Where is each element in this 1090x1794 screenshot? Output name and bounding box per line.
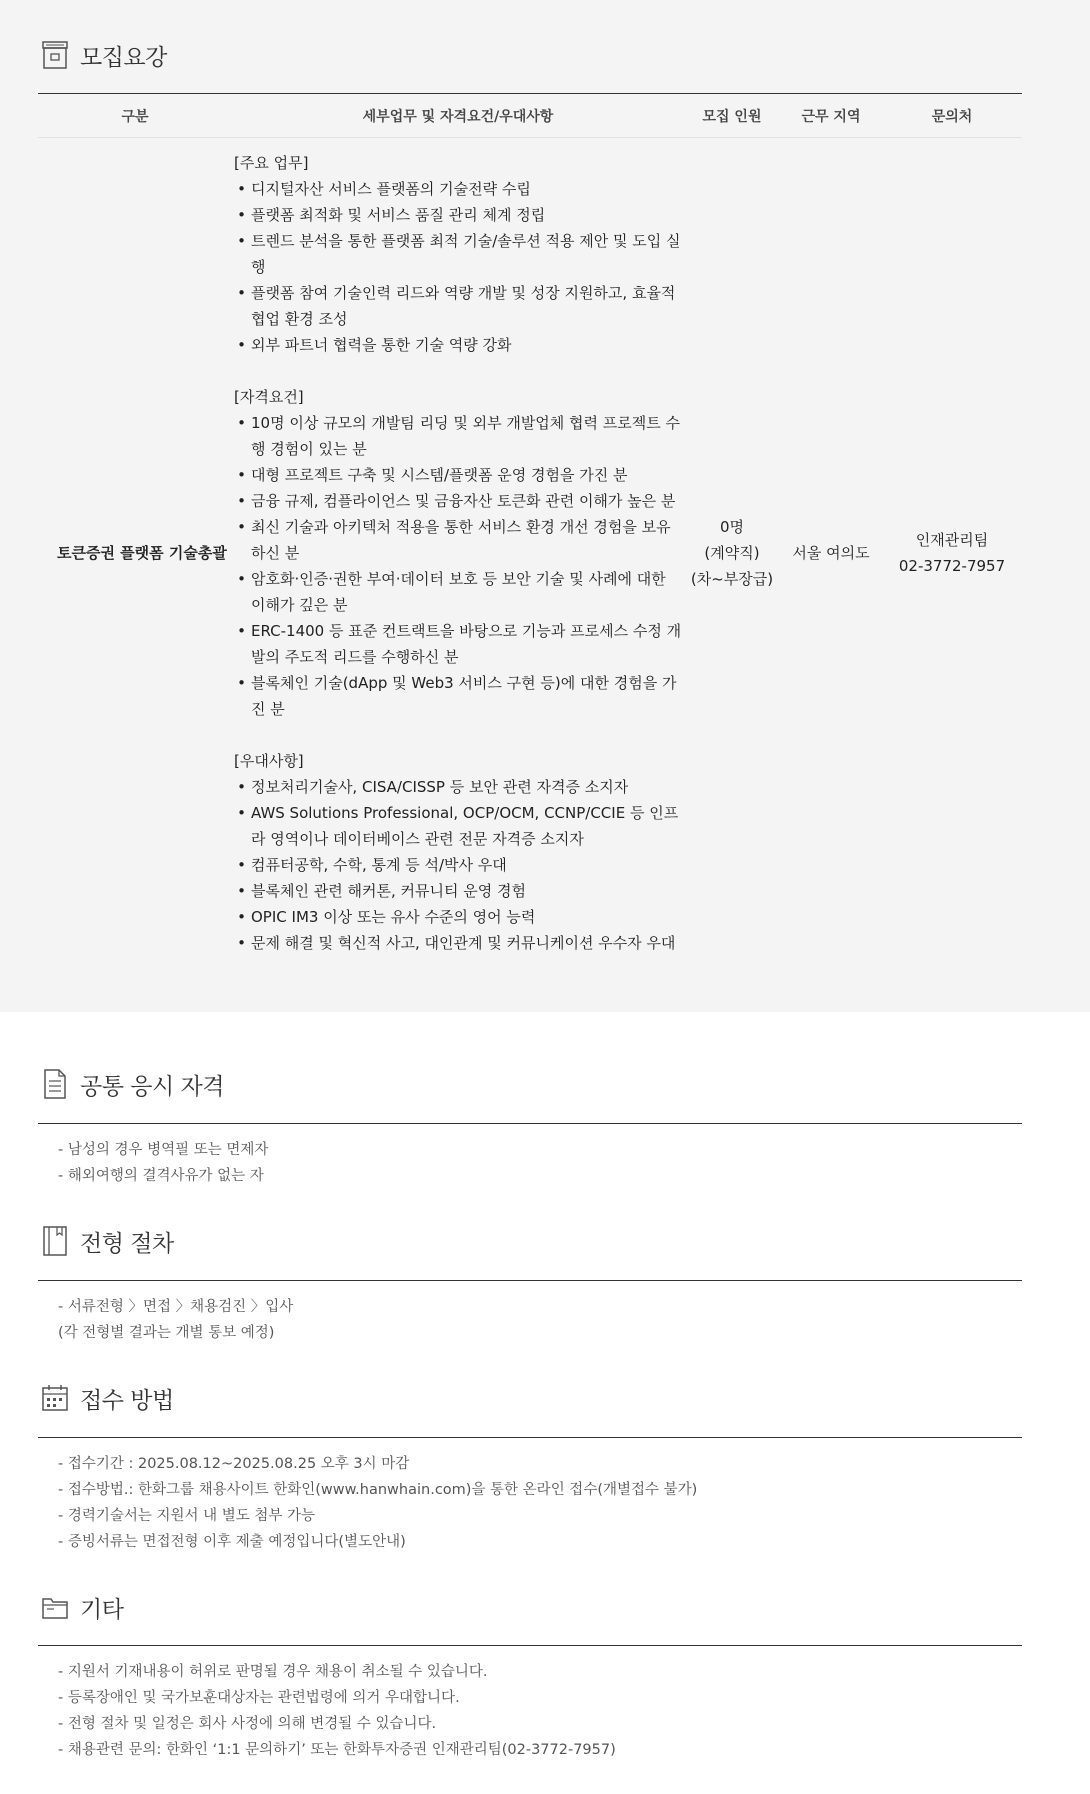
list-item: - 증빙서류는 면접전형 이후 제출 예정입니다(별도안내) (58, 1534, 406, 1550)
job-name: 토큰증권 플랫폼 기술총괄 (57, 544, 227, 562)
process-list (58, 1294, 293, 1346)
list-item: - 등록장애인 및 국가보훈대상자는 관련법령에 의거 우대합니다. (58, 1690, 460, 1706)
list-item: - 경력기술서는 지원서 내 별도 첨부 가능 (58, 1508, 315, 1524)
list-item: • 블록체인 기술(dApp 및 Web3 서비스 구현 등)에 대한 경험을 가진 분 (237, 674, 677, 718)
list-item: • 플랫폼 최적화 및 서비스 품질 관리 체계 정립 (237, 206, 546, 224)
list-item: • AWS Solutions Professional, OCP/OCM, CCNP/CCIE 등 인프라 영역이나 데이터베이스 관련 전문 자격증 소지자 (237, 804, 679, 848)
headcount-type: (계약직) (704, 544, 760, 562)
col-header-category: 구분 (38, 94, 232, 138)
etc-list (58, 1659, 616, 1763)
list-item: • 디지털자산 서비스 플랫폼의 기술전략 수립 (237, 180, 531, 198)
folder-icon (40, 1590, 70, 1624)
col-header-headcount: 모집 인원 (684, 94, 780, 138)
list-item: • 대형 프로젝트 구축 및 시스템/플랫폼 운영 경험을 가진 분 (237, 466, 628, 484)
duties-heading: [주요 업무] (234, 154, 309, 172)
list-item: • 트렌드 분석을 통한 플랫폼 최적 기술/솔루션 적용 제안 및 도입 실행 (237, 232, 681, 276)
recruit-section-title (40, 38, 167, 72)
list-item: • 플랫폼 참여 기술인력 리드와 역량 개발 및 성장 지원하고, 효율적 협업 환경 조성 (237, 284, 676, 328)
section-heading: 접수 방법 (80, 1387, 174, 1414)
common-section-title (40, 1067, 224, 1101)
preferred-block (232, 748, 684, 956)
list-item: - 지원서 기재내용이 허위로 판명될 경우 채용이 취소될 수 있습니다. (58, 1664, 488, 1680)
notebook-icon (40, 1224, 70, 1258)
contact-phone: 02-3772-7957 (898, 557, 1006, 575)
list-item: - 접수방법.: 한화그룹 채용사이트 한화인(www.hanwhain.com)을 통한 온라인 접수(개별접수 불가) (58, 1482, 698, 1498)
work-location: 서울 여의도 (792, 544, 870, 562)
list-item: - 남성의 경우 병역필 또는 면제자 (58, 1142, 269, 1158)
preferred-heading: [우대사항] (234, 752, 304, 770)
headcount-number: 0명 (719, 518, 745, 536)
list-item: - 접수기간 : 2025.08.12~2025.08.25 오후 3시 마감 (58, 1456, 410, 1472)
list-item: • OPIC IM3 이상 또는 유사 수준의 영어 능력 (237, 908, 536, 926)
job-details (232, 138, 684, 969)
list-item: • 10명 이상 규모의 개발팀 리딩 및 외부 개발업체 협력 프로젝트 수행 경험이 있는 분 (237, 414, 681, 458)
divider (38, 1645, 1022, 1646)
apply-section-title (40, 1381, 174, 1415)
list-item: • 암호화·인증·권한 부여·데이터 보호 등 보안 기술 및 사례에 대한 이해가 깊은 분 (237, 570, 666, 614)
list-item: - 채용관련 문의: 한화인 ‘1:1 문의하기’ 또는 한화투자증권 인재관리팀(02-3772-7957) (58, 1742, 616, 1758)
process-section-title (40, 1224, 174, 1258)
table-row (38, 138, 1022, 969)
recruit-table (38, 94, 1022, 968)
list-item: • 금융 규제, 컴플라이언스 및 금융자산 토큰화 관련 이해가 높은 분 (237, 492, 676, 510)
contact (882, 138, 1022, 969)
section-heading: 공통 응시 자격 (80, 1073, 224, 1100)
common-list (58, 1137, 268, 1189)
duties-block (232, 150, 684, 358)
calendar-icon (40, 1381, 70, 1415)
section-heading: 전형 절차 (80, 1230, 174, 1257)
col-header-contact: 문의처 (882, 94, 1022, 138)
divider (38, 1437, 1022, 1438)
divider (38, 1123, 1022, 1124)
divider (38, 1280, 1022, 1281)
table-header-row (38, 94, 1022, 138)
archive-box-icon (40, 38, 70, 72)
page-title: 모집요강 (80, 44, 167, 71)
etc-section-title (40, 1590, 123, 1624)
list-item: • 컴퓨터공학, 수학, 통계 등 석/박사 우대 (237, 856, 507, 874)
list-item: (각 전형별 결과는 개별 통보 예정) (58, 1325, 275, 1341)
headcount-level: (차~부장급) (690, 570, 774, 588)
contact-team: 인재관리팀 (915, 531, 989, 549)
document-list-icon (40, 1067, 70, 1101)
list-item: • 블록체인 관련 해커톤, 커뮤니티 운영 경험 (237, 882, 526, 900)
list-item: - 해외여행의 결격사유가 없는 자 (58, 1168, 264, 1184)
list-item: - 서류전형 〉면접 〉채용검진 〉입사 (58, 1299, 294, 1315)
list-item: • 외부 파트너 협력을 통한 기술 역량 강화 (237, 336, 512, 354)
list-item: - 전형 절차 및 일정은 회사 사정에 의해 변경될 수 있습니다. (58, 1716, 437, 1732)
col-header-location: 근무 지역 (780, 94, 882, 138)
requirements-heading: [자격요건] (234, 388, 304, 406)
headcount (684, 138, 780, 969)
requirements-block (232, 384, 684, 722)
section-heading: 기타 (80, 1596, 124, 1623)
list-item: • 최신 기술과 아키텍처 적용을 통한 서비스 환경 개선 경험을 보유하신 분 (237, 518, 671, 562)
apply-list (58, 1451, 697, 1555)
list-item: • 정보처리기술사, CISA/CISSP 등 보안 관련 자격증 소지자 (237, 778, 629, 796)
list-item: • 문제 해결 및 혁신적 사고, 대인관계 및 커뮤니케이션 우수자 우대 (237, 934, 676, 952)
col-header-details: 세부업무 및 자격요건/우대사항 (232, 94, 684, 138)
list-item: • ERC-1400 등 표준 컨트랙트을 바탕으로 기능과 프로세스 수정 개발의 주도적 리드를 수행하신 분 (237, 622, 682, 666)
